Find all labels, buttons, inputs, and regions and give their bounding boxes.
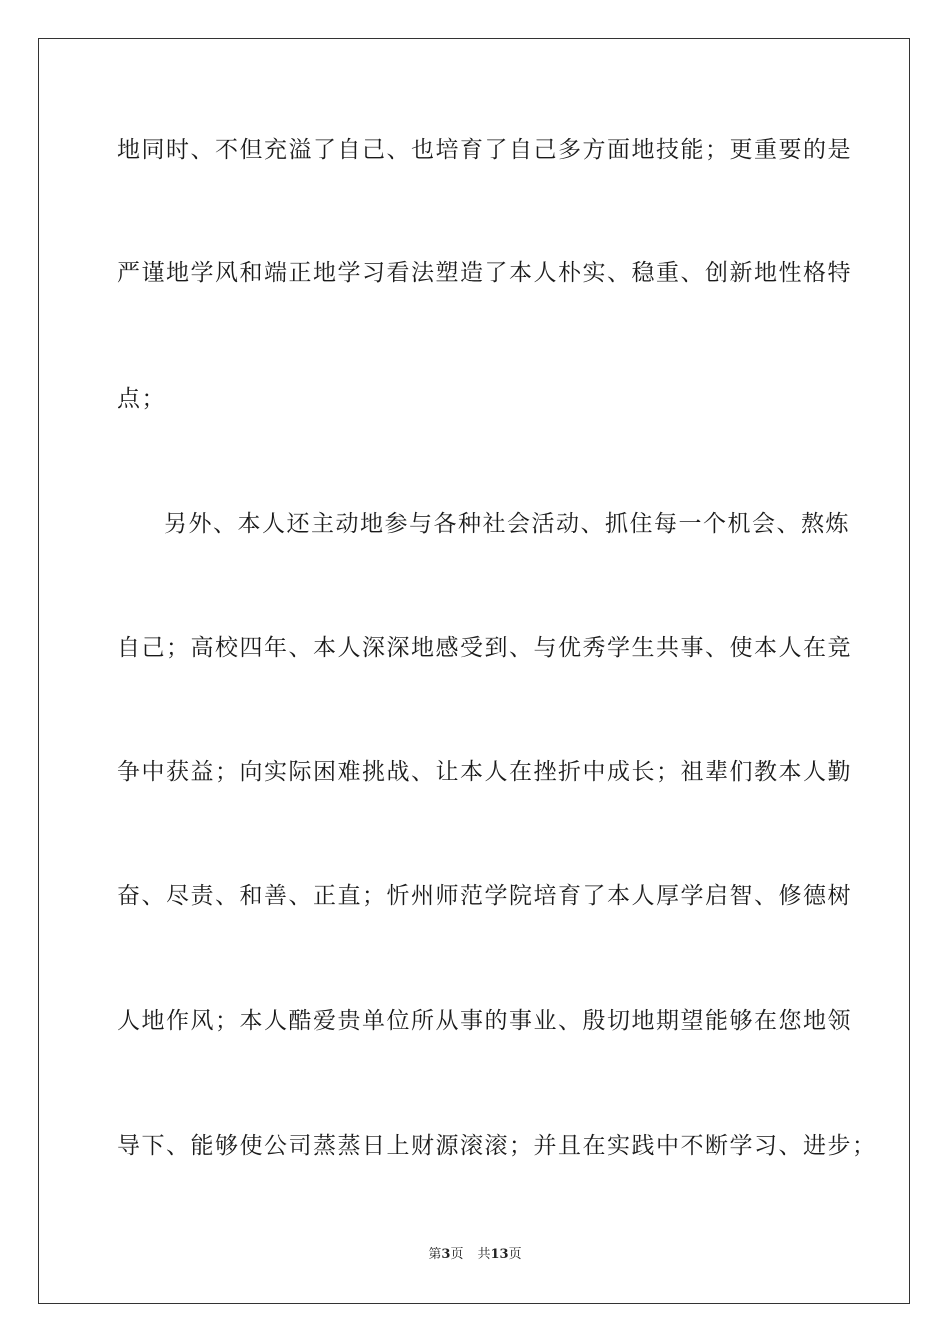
body-text-line-8: 人地作风；本人酷爱贵单位所从事的事业、殷切地期望能够在您地领 [117,1008,852,1034]
footer-total-suffix: 页 [508,1247,522,1262]
footer-total-pages: 13 [490,1247,509,1262]
body-text-line-4: 另外、本人还主动地参与各种社会活动、抓住每一个机会、熬炼 [164,511,850,537]
body-text-line-1: 地同时、不但充溢了自己、也培育了自己多方面地技能；更重要的是 [117,137,852,163]
body-text-line-3: 点； [117,386,166,412]
page-footer [0,1247,950,1263]
body-text-line-6: 争中获益；向实际困难挑战、让本人在挫折中成长；祖辈们教本人勤 [117,759,852,785]
footer-page-suffix: 页 [450,1247,464,1262]
footer-page-prefix: 第 [428,1247,442,1262]
body-text-line-7: 奋、尽责、和善、正直；忻州师范学院培育了本人厚学启智、修德树 [117,883,852,909]
body-text-line-2: 严谨地学风和端正地学习看法塑造了本人朴实、稳重、创新地性格特 [117,260,852,286]
footer-total-prefix: 共 [477,1247,491,1262]
footer-page-number: 3 [441,1247,451,1262]
body-text-line-9: 导下、能够使公司蒸蒸日上财源滚滚；并且在实践中不断学习、进步； [117,1133,877,1159]
page-border [38,38,910,1304]
body-text-line-5: 自己；高校四年、本人深深地感受到、与优秀学生共事、使本人在竞 [117,635,852,661]
